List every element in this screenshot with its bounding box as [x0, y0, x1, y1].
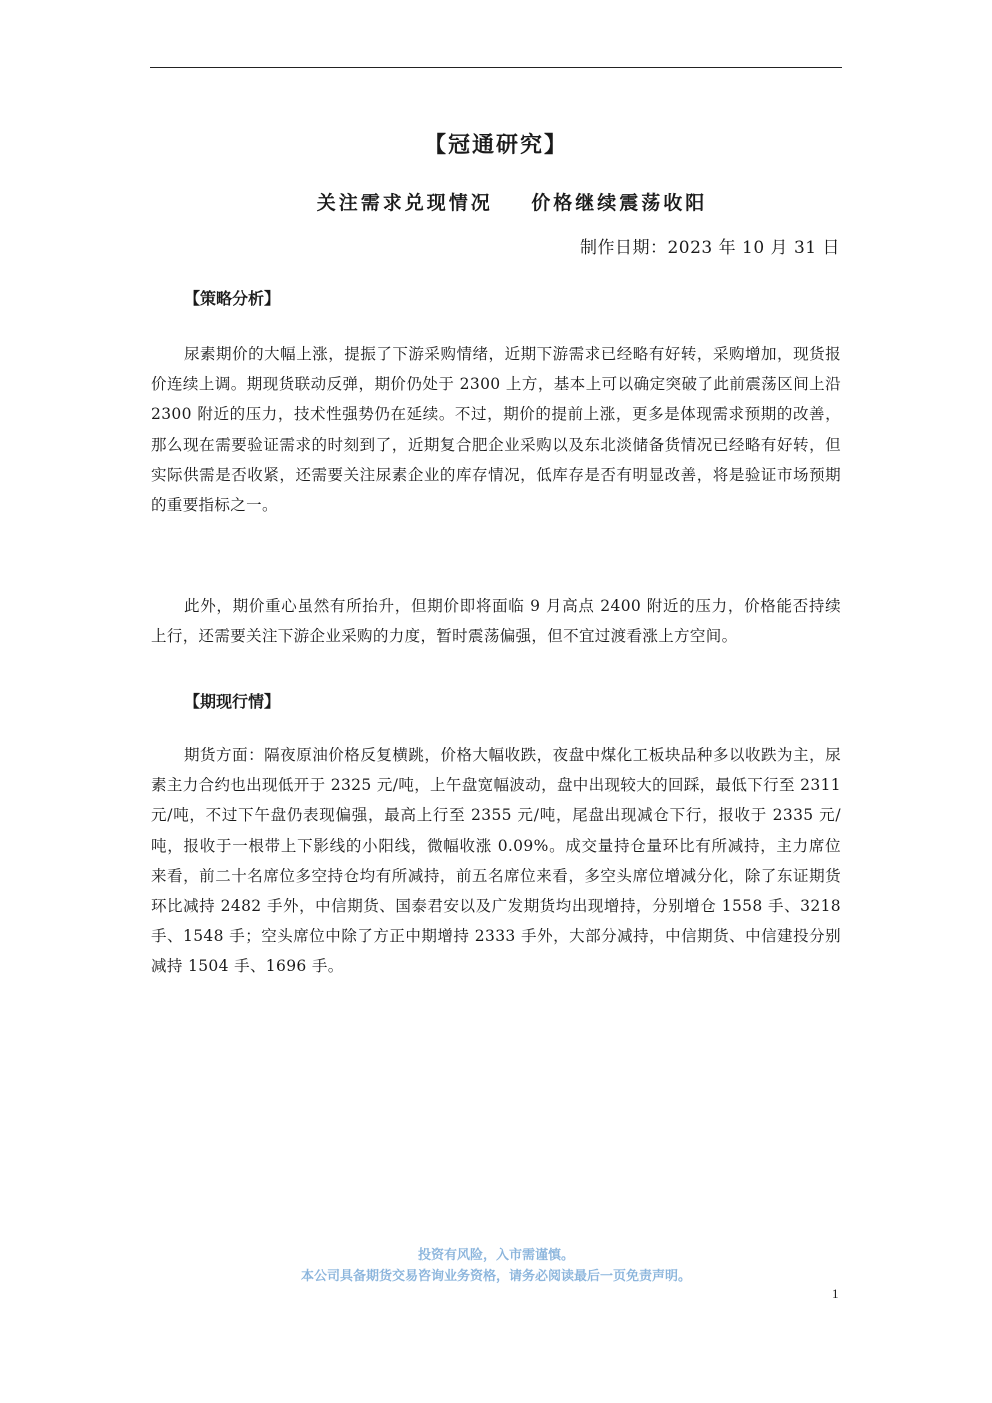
strategy-paragraph: 此外，期价重心虽然有所抬升，但期价即将面临 9 月高点 2400 附近的压力，价格能否持续上行，还需要关注下游企业采购的力度，暂时震荡偏强，但不宜过渡看涨上方空间。: [151, 597, 841, 646]
report-date: 制作日期：2023 年 10 月 31 日: [579, 238, 840, 258]
report-headline: 关注需求兑现情况 价格继续震荡收阳: [316, 192, 708, 214]
disclaimer-notice: 本公司具备期货交易咨询业务资格，请务必阅读最后一页免责声明。: [300, 1269, 691, 1284]
strategy-paragraph: 尿素期价的大幅上涨，提振了下游采购情绪，近期下游需求已经略有好转，采购增加，现货报价连续上调。期现货联动反弹，期价仍处于 2300 上方，基本上可以确定突破了此前震荡区间上沿 2300 附近的压力，技术性强势仍在延续。不过，期价的提前上涨，更多是体现需求预期的改善，那么现在需要验证需求的时刻到了，近期复合肥企业采购以及东北淡储备货情况已经略有好转，但实际供需是否收紧，还需要关注尿素企业的库存情况，低库存是否有明显改善，将是验证市场预期的重要指标之一。: [151, 345, 841, 515]
header-rule: [150, 67, 842, 68]
risk-warning: 投资有风险，入市需谨慎。: [417, 1248, 574, 1263]
market-paragraph: 期货方面：隔夜原油价格反复横跳，价格大幅收跌，夜盘中煤化工板块品种多以收跌为主，尿素主力合约也出现低开于 2325 元/吨，上午盘宽幅波动，盘中出现较大的回踩，最低下行至 2311 元/吨，不过下午盘仍表现偏强，最高上行至 2355 元/吨，尾盘出现减仓下行，报收于 2335 元/吨，报收于一根带上下影线的小阳线，微幅收涨 0.09%。成交量持仓量环比有所减持，主力席位来看，前二十名席位多空持仓均有所减持，前五名席位来看，多空头席位增减分化，除了东证期货环比减持 2482 手外，中信期货、国泰君安以及广发期货均出现增持，分别增仓 1558 手、3218 手、1548 手；空头席位中除了方正中期增持 2333 手外，大部分减持，中信期货、中信建投分别减持 1504 手、1696 手。: [151, 746, 841, 976]
report-brand-title: 【冠通研究】: [423, 133, 568, 158]
page-number: 1: [832, 1286, 839, 1301]
section-heading-strategy: 【策略分析】: [184, 289, 281, 308]
section-heading-market: 【期现行情】: [184, 692, 281, 711]
